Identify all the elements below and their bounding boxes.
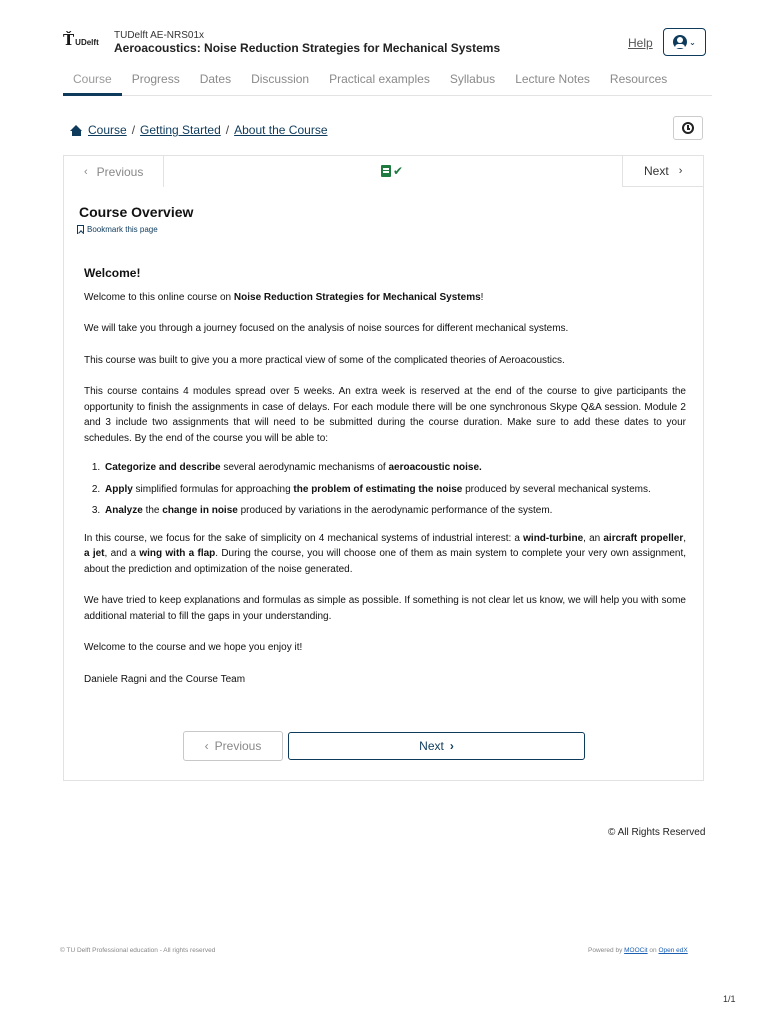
tab-lecture-notes[interactable]: Lecture Notes (515, 72, 590, 86)
learning-objectives-list (103, 460, 686, 519)
logo-word: UDelft (75, 38, 99, 47)
tab-dates[interactable]: Dates (199, 72, 232, 86)
content-paragraph: This course contains 4 modules spread over 5 weeks. An extra week is reserved at the end of the course to give participants the opportunity to finish the assignments in case of delays. For each module there will be one synchronous Skype Q&A session. Module 2 and 3 include two assignments that will need to be submitted during the course duration. Make sure to add these dates to your schedules. By the end of the course you will be able to: (84, 386, 686, 444)
breadcrumb-about-the-course[interactable]: About the Course (234, 123, 328, 137)
open-edx-link[interactable]: Open edX (658, 947, 688, 954)
content-paragraph: This course was built to give you a more practical view of some of the complicated theories of Aeroacoustics. (84, 354, 565, 366)
bookmark-icon (77, 225, 84, 234)
next-label: Next (419, 739, 444, 753)
user-circle-icon (673, 35, 687, 49)
content-paragraph: We will take you through a journey focused on the analysis of noise sources for different mechanical systems. (84, 323, 569, 334)
content-paragraph: We have tried to keep explanations and formulas as simple as possible. If something is not clear let us know, we will help you with some additional material to fill the gaps in your understanding. (84, 595, 686, 622)
help-link[interactable]: Help (628, 36, 653, 50)
page-count: 1/1 (723, 994, 736, 1004)
chevron-left-icon: ‹ (84, 165, 88, 178)
list-item: 2. Apply simplified formulas for approaching the problem of estimating the noise produced by several mechanical systems. (103, 482, 686, 498)
course-org: TUDelft AE-NRS01x (114, 30, 205, 41)
breadcrumb-separator: / (225, 123, 230, 137)
breadcrumb-course[interactable]: Course (88, 123, 127, 137)
content-signature: Daniele Ragni and the Course Team (84, 673, 246, 685)
content-paragraph: Welcome to the course and we hope you enjoy it! (84, 642, 303, 653)
sequence-next-button[interactable] (622, 156, 703, 187)
rights-notice: © All Rights Reserved (608, 827, 706, 838)
chevron-right-icon: › (678, 165, 683, 177)
unit-content (84, 266, 686, 703)
chevron-left-icon: ‹ (204, 739, 209, 753)
course-title: Aeroacoustics: Noise Reduction Strategies for Mechanical Systems (114, 41, 501, 55)
next-button[interactable] (288, 732, 585, 760)
list-item: 1. Categorize and describe several aerodynamic mechanisms of aeroacoustic noise. (103, 460, 686, 476)
tab-course[interactable]: Course (63, 70, 122, 96)
bookmark-label: Bookmark this page (87, 225, 158, 234)
sequence-previous-button[interactable] (64, 156, 164, 187)
check-icon: ✔ (393, 164, 404, 178)
user-menu-button[interactable] (663, 28, 706, 56)
tab-discussion[interactable]: Discussion (251, 72, 310, 86)
dates-button[interactable] (673, 116, 703, 140)
chevron-down-icon: ⌄ (689, 37, 696, 47)
course-tabs (63, 70, 712, 96)
breadcrumb-separator: / (131, 123, 136, 137)
previous-button[interactable] (183, 731, 283, 761)
footer-copyright: © TU Delft Professional education - All rights reserved (60, 947, 216, 954)
tab-resources[interactable]: Resources (609, 72, 668, 86)
breadcrumb-getting-started[interactable]: Getting Started (140, 123, 221, 137)
sequence-previous-label: Previous (96, 164, 144, 179)
unit-card (63, 155, 704, 781)
book-icon (381, 165, 391, 177)
course-header (63, 28, 706, 60)
unit-title: Course Overview (79, 204, 194, 220)
tab-progress[interactable]: Progress (131, 72, 180, 86)
content-paragraph: Welcome to this online course on Noise Reduction Strategies for Mechanical Systems! (84, 291, 484, 303)
chevron-right-icon: › (449, 739, 454, 753)
previous-label: Previous (214, 739, 262, 753)
clock-icon (682, 122, 694, 134)
breadcrumb (70, 123, 328, 137)
home-icon[interactable] (70, 125, 83, 136)
sequence-next-label: Next (644, 164, 669, 178)
tab-syllabus[interactable]: Syllabus (449, 72, 496, 86)
content-heading: Welcome! (84, 266, 141, 280)
moocit-link[interactable]: MOOCit (624, 947, 648, 954)
logo-mark: Ť (63, 31, 75, 49)
content-paragraph: In this course, we focus for the sake of simplicity on 4 mechanical systems of industrial interest: a wind-turbine, an aircraft propeller, a jet, and a wing with a flap. During the course, you will choose one of them as main system to complete your very own assignment, about the prediction and optimization of the noise generated. (84, 532, 687, 575)
bookmark-button[interactable] (77, 225, 158, 234)
tab-practical-examples[interactable]: Practical examples (329, 72, 430, 86)
list-item: 3. Analyze the change in noise produced by variations in the aerodynamic performance of the system. (103, 503, 686, 519)
tudelft-logo[interactable] (63, 31, 99, 49)
unit-tab[interactable] (381, 165, 403, 177)
footer-powered-by: Powered by MOOCit on Open edX (588, 947, 688, 954)
sequence-nav (64, 156, 703, 187)
